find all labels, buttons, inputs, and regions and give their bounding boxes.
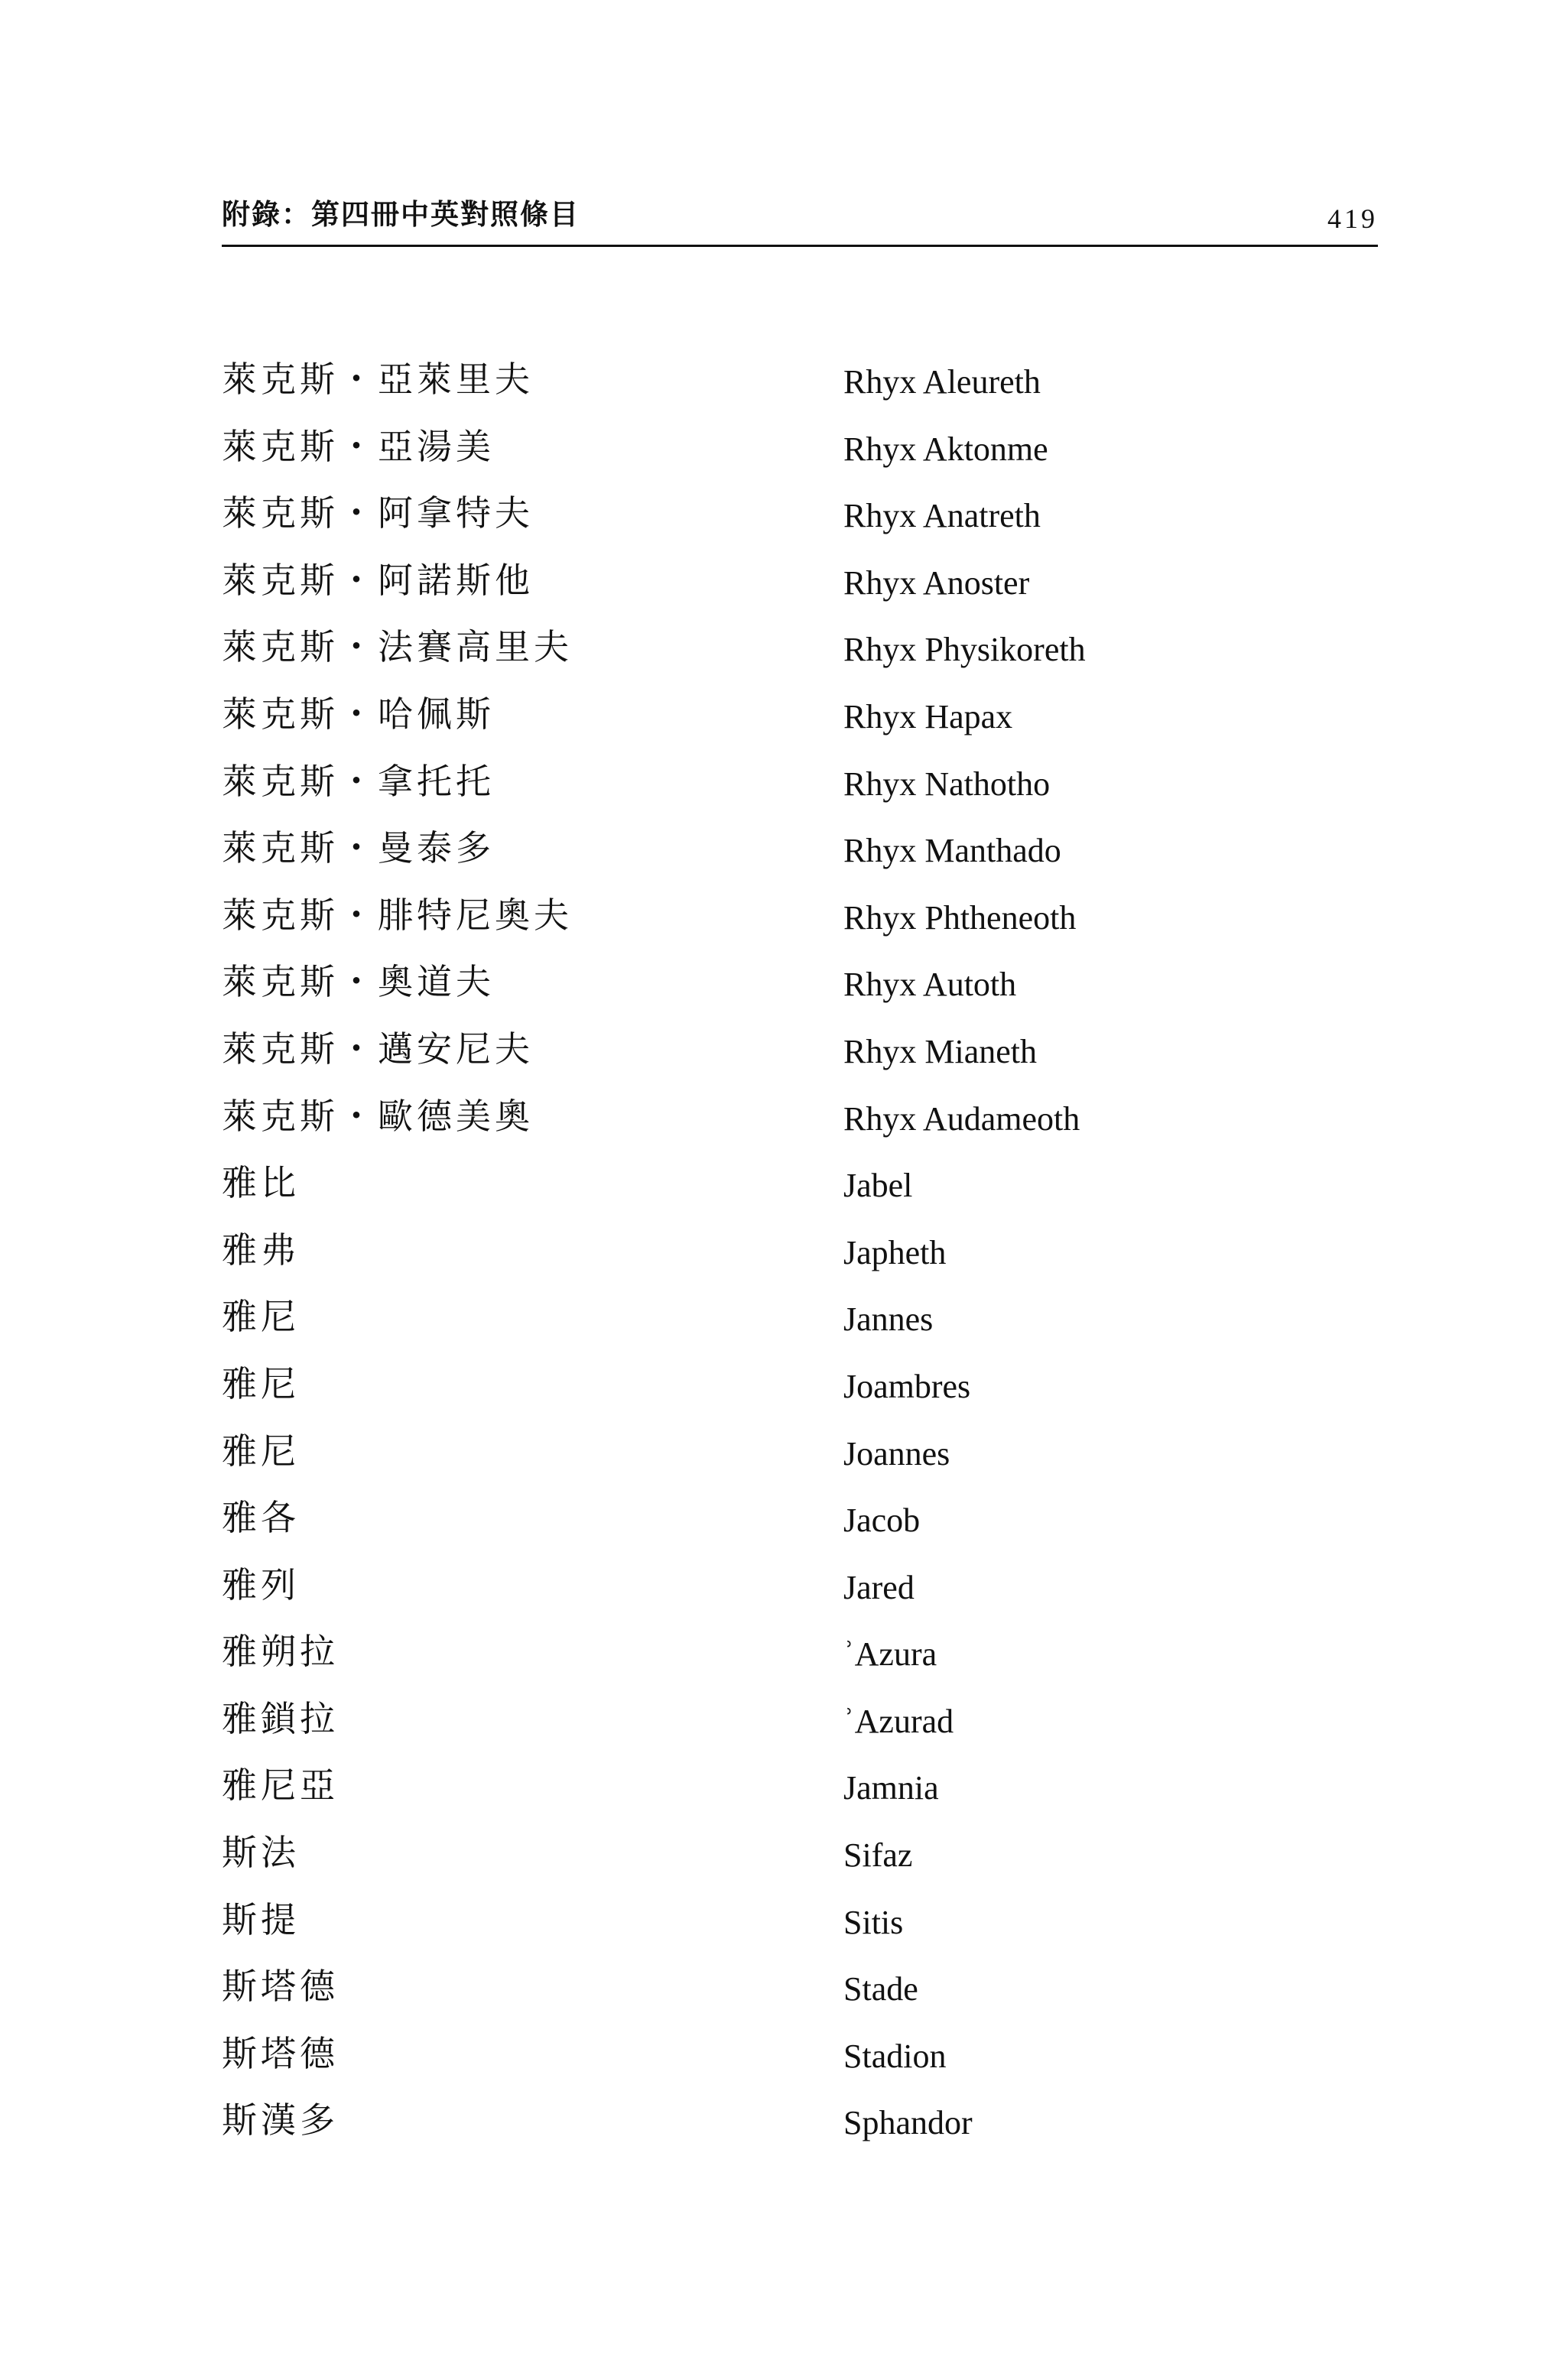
glossary-entry <box>222 825 1378 892</box>
chinese-term: 雅鎖拉 <box>222 1697 339 1739</box>
glossary-entry <box>222 1428 1378 1495</box>
chinese-term: 雅尼 <box>222 1362 300 1404</box>
english-term: Rhyx Audameoth <box>843 1099 1080 1138</box>
glossary-entry <box>222 892 1378 959</box>
chinese-term: 萊克斯・哈佩斯 <box>222 693 495 735</box>
glossary-entry <box>222 2097 1378 2164</box>
chinese-term: 萊克斯・阿拿特夫 <box>222 492 534 534</box>
glossary-entry <box>222 1294 1378 1361</box>
english-term: Rhyx Anoster <box>843 563 1030 602</box>
english-term: Rhyx Aktonme <box>843 430 1048 468</box>
glossary-entry <box>222 356 1378 424</box>
chinese-term: 雅朔拉 <box>222 1631 339 1673</box>
english-term: Rhyx Manthado <box>843 832 1061 870</box>
english-term: Rhyx Phtheneoth <box>843 898 1077 937</box>
glossary-list <box>222 356 1378 2164</box>
chinese-term: 斯法 <box>222 1832 300 1874</box>
chinese-term: 萊克斯・腓特尼奧夫 <box>222 894 573 936</box>
english-term: Japheth <box>843 1233 947 1271</box>
chinese-term: 雅尼 <box>222 1430 300 1472</box>
english-term: Rhyx Hapax <box>843 697 1013 735</box>
glossary-entry <box>222 1963 1378 2031</box>
chinese-term: 斯塔德 <box>222 1966 339 2008</box>
english-term: Stadion <box>843 2037 947 2075</box>
english-term: Sphandor <box>843 2104 973 2142</box>
glossary-entry <box>222 758 1378 826</box>
english-term: Joannes <box>843 1434 950 1472</box>
page-number: 419 <box>1327 203 1378 234</box>
english-term: Rhyx Nathotho <box>843 765 1051 803</box>
english-term: Jared <box>843 1568 915 1606</box>
chinese-term: 萊克斯・法賽高里夫 <box>222 626 573 668</box>
glossary-entry <box>222 1762 1378 1830</box>
english-term: Rhyx Autoth <box>843 966 1017 1004</box>
english-term: Rhyx Mianeth <box>843 1032 1037 1070</box>
english-term: Sifaz <box>843 1836 913 1875</box>
english-term: ʾAzura <box>843 1635 937 1674</box>
english-term: Jabel <box>843 1167 913 1205</box>
chinese-term: 萊克斯・亞萊里夫 <box>222 359 534 400</box>
chinese-term: 斯塔德 <box>222 2032 339 2074</box>
english-term: Rhyx Aleureth <box>843 363 1041 401</box>
glossary-entry <box>222 1495 1378 1562</box>
english-term: Jannes <box>843 1300 934 1339</box>
glossary-entry <box>222 1026 1378 1093</box>
glossary-entry <box>222 1227 1378 1294</box>
glossary-entry <box>222 1696 1378 1763</box>
english-term: Rhyx Physikoreth <box>843 631 1086 669</box>
running-header <box>222 196 1378 243</box>
glossary-entry <box>222 1830 1378 1897</box>
glossary-entry <box>222 1361 1378 1428</box>
chinese-term: 萊克斯・奧道夫 <box>222 961 495 1003</box>
chinese-term: 萊克斯・拿托托 <box>222 760 495 802</box>
chinese-term: 萊克斯・邁安尼夫 <box>222 1028 534 1070</box>
chinese-term: 萊克斯・曼泰多 <box>222 827 495 869</box>
chinese-term: 斯漢多 <box>222 2099 339 2141</box>
english-term: Sitis <box>843 1903 904 1941</box>
glossary-entry <box>222 691 1378 758</box>
glossary-entry <box>222 1093 1378 1161</box>
english-term: ʾAzurad <box>843 1702 954 1740</box>
glossary-entry <box>222 959 1378 1026</box>
chinese-term: 雅尼亞 <box>222 1765 339 1807</box>
chinese-term: 斯提 <box>222 1898 300 1940</box>
chinese-term: 萊克斯・亞湯美 <box>222 425 495 467</box>
header-divider <box>222 245 1378 247</box>
glossary-entry <box>222 424 1378 491</box>
header-title: 附錄：第四冊中英對照條目 <box>222 198 580 231</box>
glossary-entry <box>222 557 1378 625</box>
english-term: Jamnia <box>843 1769 939 1807</box>
chinese-term: 雅各 <box>222 1497 300 1539</box>
glossary-entry <box>222 624 1378 691</box>
glossary-entry <box>222 1160 1378 1227</box>
chinese-term: 雅尼 <box>222 1296 300 1338</box>
english-term: Stade <box>843 1970 918 2008</box>
chinese-term: 萊克斯・阿諾斯他 <box>222 559 534 601</box>
english-term: Joambres <box>843 1367 971 1405</box>
english-term: Jacob <box>843 1502 921 1540</box>
glossary-entry <box>222 2031 1378 2098</box>
chinese-term: 雅比 <box>222 1162 300 1204</box>
chinese-term: 雅弗 <box>222 1229 300 1271</box>
chinese-term: 雅列 <box>222 1563 300 1606</box>
glossary-entry <box>222 1562 1378 1629</box>
glossary-entry <box>222 1628 1378 1696</box>
chinese-term: 萊克斯・歐德美奧 <box>222 1095 534 1137</box>
english-term: Rhyx Anatreth <box>843 497 1041 535</box>
glossary-entry <box>222 1897 1378 1964</box>
glossary-entry <box>222 490 1378 557</box>
